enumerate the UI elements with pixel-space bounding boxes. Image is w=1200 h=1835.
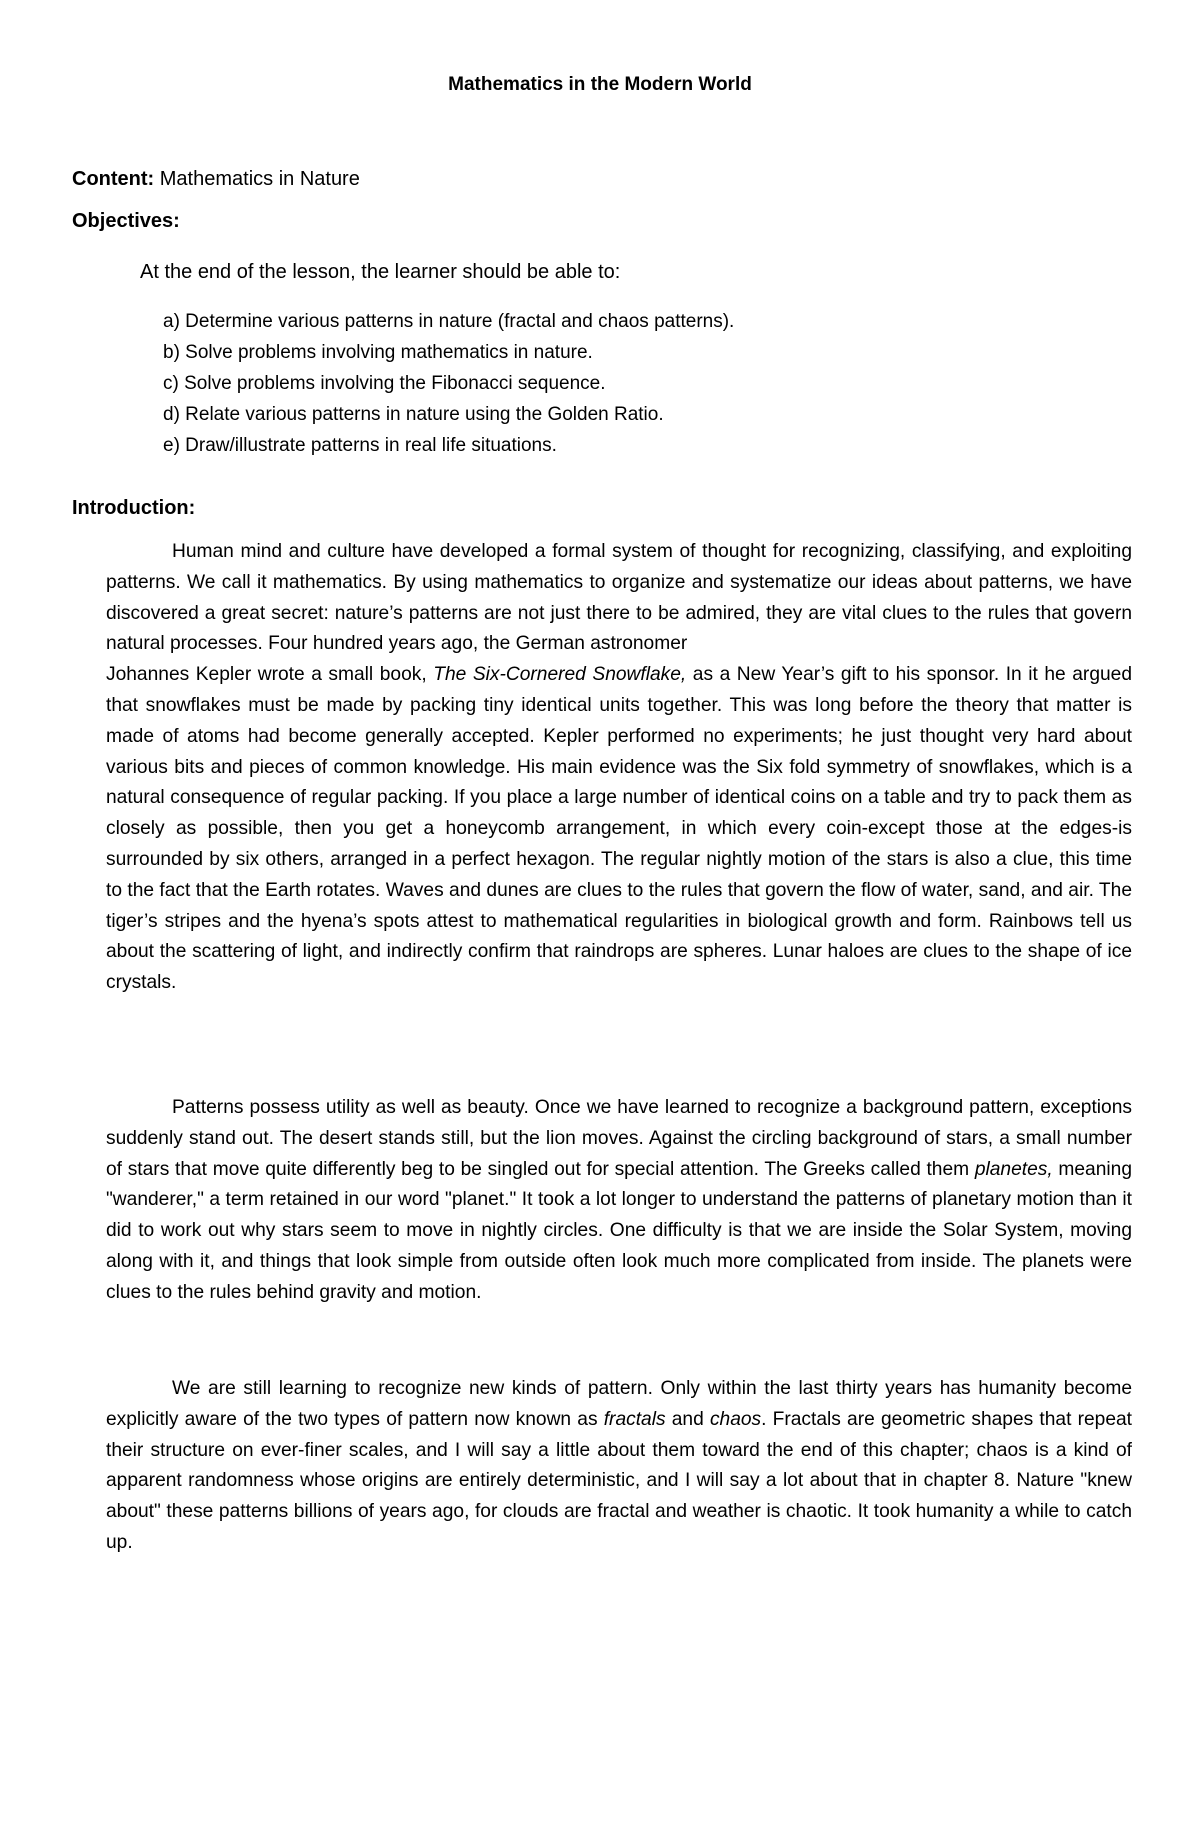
objective-item: c) Solve problems involving the Fibonacci sequence.	[163, 373, 606, 394]
paragraph-3-part-a: We are still learning to recognize new kinds of pattern. Only within the last thirty years has humanity become explicitly aware of the two types of pattern now known as	[106, 1378, 1132, 1430]
objective-item: d) Relate various patterns in nature using the Golden Ratio.	[163, 404, 664, 425]
term-fractals: fractals	[603, 1408, 666, 1430]
document-title: Mathematics in the Modern World	[448, 74, 752, 95]
intro-paragraph-3	[106, 1374, 1132, 1559]
objective-item: a) Determine various patterns in nature (fractal and chaos patterns).	[163, 311, 735, 332]
paragraph-3-part-b: and	[665, 1408, 710, 1430]
paragraph-1-part-b: Johannes Kepler wrote a small book,	[106, 664, 434, 686]
content-value: Mathematics in Nature	[159, 168, 360, 190]
paragraph-1-part-a: Human mind and culture have developed a formal system of thought for recognizing, classifying, and exploiting patterns. We call it mathematics. By using mathematics to organize and systematize our ideas about patterns, we have discovered a great secret: nature’s patterns are not just there to be admired, they are vital clues to the rules that govern natural processes. Four hundred years ago, the German astronomer	[106, 541, 1132, 655]
term-planetes: planetes,	[974, 1158, 1053, 1180]
content-line	[72, 168, 360, 191]
objective-item: e) Draw/illustrate patterns in real life situations.	[163, 435, 557, 456]
paragraph-3-part-c: . Fractals are geometric shapes that repeat their structure on ever-finer scales, and I will say a little about them toward the end of this chapter; chaos is a kind of apparent randomness whose origins are entirely deterministic, and I will say a lot about that in chapter 8. Nature "knew about" these patterns billions of years ago, for clouds are fractal and weather is chaotic. It took humanity a while to catch up.	[106, 1408, 1132, 1553]
paragraph-2-part-b: meaning "wanderer," a term retained in our word "planet." It took a lot longer to understand the patterns of planetary motion than it did to work out why stars seem to move in nightly circles. One difficulty is that we are inside the Solar System, moving along with it, and things that look simple from outside often look much more complicated from inside. The planets were clues to the rules behind gravity and motion.	[106, 1158, 1133, 1303]
intro-paragraph-2	[106, 1093, 1132, 1309]
term-chaos: chaos	[709, 1408, 762, 1430]
introduction-heading: Introduction:	[72, 497, 196, 519]
objective-item: b) Solve problems involving mathematics in nature.	[163, 342, 593, 363]
intro-paragraph-1	[106, 537, 1132, 999]
paragraph-1-continuation	[106, 660, 1132, 999]
paragraph-2-part-a: Patterns possess utility as well as beauty. Once we have learned to recognize a background pattern, exceptions suddenly stand out. The desert stands still, but the lion moves. Against the circling background of stars, a small number of stars that move quite differently beg to be singled out for special attention. The Greeks called them	[106, 1097, 1132, 1180]
objectives-heading: Objectives:	[72, 210, 180, 232]
paragraph-1-part-c: as a New Year’s gift to his sponsor. In it he argued that snowflakes must be made by packing tiny identical units together. This was long before the theory that matter is made of atoms had become generally accepted. Kepler performed no experiments; he just thought very hard about various bits and pieces of common knowledge. His main evidence was the Six fold symmetry of snowflakes, which is a natural consequence of regular packing. If you place a large number of identical coins on a table and try to pack them as closely as possible, then you get a honeycomb arrangement, in which every coin-except those at the edges-is surrounded by six others, arranged in a perfect hexagon. The regular nightly motion of the stars is also a clue, this time to the fact that the Earth rotates. Waves and dunes are clues to the rules that govern the flow of water, sand, and air. The tiger’s stripes and the hyena’s spots attest to mathematical regularities in biological growth and form. Rainbows tell us about the scattering of light, and indirectly confirm that raindrops are spheres. Lunar haloes are clues to the shape of ice crystals.	[106, 664, 1133, 994]
objectives-lead: At the end of the lesson, the learner should be able to:	[140, 261, 621, 283]
content-label: Content:	[72, 168, 155, 190]
book-title: The Six-Cornered Snowflake,	[433, 664, 687, 686]
objectives-list	[163, 306, 734, 461]
